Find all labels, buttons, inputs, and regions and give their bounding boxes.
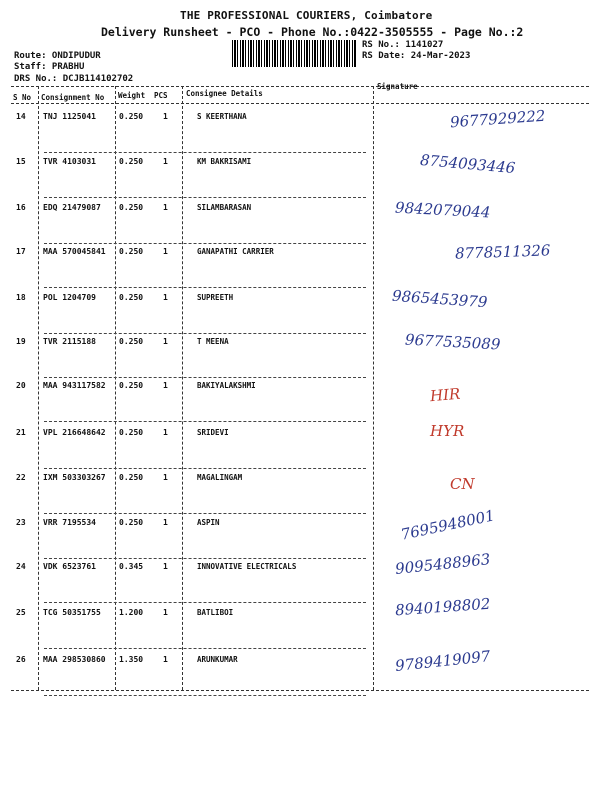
row-signature: 8940198802 (394, 594, 491, 620)
row-consignment: EDQ 21479087 (43, 203, 101, 212)
row-consignee: T MEENA (197, 337, 229, 346)
row-signature: 9095488963 (394, 550, 492, 578)
row-consignee: SRIDEVI (197, 428, 229, 437)
row-signature: 9789419097 (394, 647, 492, 675)
table-row (0, 241, 600, 294)
barcode (232, 40, 356, 67)
row-sno: 24 (16, 562, 26, 571)
row-separator (44, 152, 366, 153)
table-row (0, 330, 600, 384)
row-sno: 25 (16, 608, 26, 617)
table-row (0, 286, 600, 340)
row-weight: 0.250 (119, 428, 144, 437)
table-row (0, 106, 600, 159)
header-sno: S No (13, 93, 32, 102)
row-consignee: MAGALINGAM (197, 473, 243, 482)
row-consignee: S KEERTHANA (197, 112, 247, 121)
row-pcs: 1 (163, 608, 168, 617)
row-signature: 8778511326 (454, 241, 551, 263)
header-pcs: PCS (154, 91, 168, 100)
row-weight: 0.250 (119, 473, 144, 482)
header-consignment: Consignment No (41, 93, 105, 102)
table-row (0, 594, 600, 655)
table-row (0, 473, 600, 520)
row-pcs: 1 (163, 293, 168, 302)
row-signature: HIR (429, 384, 462, 406)
row-signature: 9865453979 (391, 286, 488, 312)
row-sno: 23 (16, 518, 26, 527)
drs-label: DRS No.: DCJB114102702 (14, 74, 134, 84)
row-separator (44, 421, 366, 422)
row-weight: 0.250 (119, 293, 144, 302)
company-title: THE PROFESSIONAL COURIERS, Coimbatore (180, 9, 433, 22)
row-consignment: TNJ 1125041 (43, 112, 96, 121)
row-weight: 1.350 (119, 655, 144, 664)
row-separator (44, 197, 366, 198)
row-consignee: GANAPATHI CARRIER (197, 247, 274, 256)
table-top-rule (11, 86, 589, 87)
row-consignment: MAA 943117582 (43, 381, 106, 390)
header-rule (11, 103, 589, 104)
row-consignment: POL 1204709 (43, 293, 96, 302)
row-separator (44, 695, 366, 696)
row-signature: 9677929222 (449, 106, 546, 132)
route-label: Route: ONDIPUDUR (14, 51, 101, 61)
row-consignment: VDK 6523761 (43, 562, 96, 571)
row-pcs: 1 (163, 655, 168, 664)
rs-date: RS Date: 24-Mar-2023 (362, 51, 471, 61)
row-weight: 0.250 (119, 337, 144, 346)
table-row (0, 506, 600, 565)
table-row (0, 422, 600, 475)
row-pcs: 1 (163, 247, 168, 256)
row-separator (44, 513, 366, 514)
row-separator (44, 333, 366, 334)
row-pcs: 1 (163, 381, 168, 390)
row-weight: 0.345 (119, 562, 144, 571)
row-pcs: 1 (163, 518, 168, 527)
row-sno: 15 (16, 157, 26, 166)
table-row (0, 150, 600, 204)
row-sno: 16 (16, 203, 26, 212)
row-consignment: IXM 503303267 (43, 473, 106, 482)
row-separator (44, 648, 366, 649)
row-sno: 26 (16, 655, 26, 664)
row-consignment: VPL 216648642 (43, 428, 106, 437)
row-consignee: INNOVATIVE ELECTRICALS (197, 562, 297, 571)
row-weight: 0.250 (119, 247, 144, 256)
row-sno: 19 (16, 337, 26, 346)
row-pcs: 1 (163, 473, 168, 482)
table-row (0, 381, 600, 428)
row-pcs: 1 (163, 112, 168, 121)
row-weight: 0.250 (119, 518, 144, 527)
header-details: Consignee Details (186, 89, 263, 98)
row-separator (44, 243, 366, 244)
row-consignment: MAA 298530860 (43, 655, 106, 664)
row-consignee: SUPREETH (197, 293, 234, 302)
row-sno: 20 (16, 381, 26, 390)
row-consignee: ASPIN (197, 518, 220, 527)
row-consignee: BAKIYALAKSHMI (197, 381, 256, 390)
row-consignment: MAA 570045841 (43, 247, 106, 256)
row-weight: 0.250 (119, 203, 144, 212)
row-consignee: ARUNKUMAR (197, 655, 238, 664)
row-consignee: KM BAKRISAMI (197, 157, 252, 166)
row-signature: HYR (430, 422, 465, 440)
row-weight: 0.250 (119, 381, 144, 390)
row-signature: 8754093446 (419, 150, 517, 178)
header-weight: Weight (118, 91, 146, 100)
row-signature: 7695948001 (399, 506, 497, 544)
row-pcs: 1 (163, 157, 168, 166)
row-signature: 9677535089 (404, 330, 501, 354)
row-weight: 0.250 (119, 157, 144, 166)
row-sno: 22 (16, 473, 26, 482)
row-consignee: BATLIBOI (197, 608, 234, 617)
row-signature: CN (450, 475, 475, 493)
row-sno: 14 (16, 112, 26, 121)
row-pcs: 1 (163, 203, 168, 212)
row-consignee: SILAMBARASAN (197, 203, 252, 212)
row-consignment: VRR 7195534 (43, 518, 96, 527)
row-consignment: TCG 50351755 (43, 608, 101, 617)
table-row (0, 647, 600, 702)
row-separator (44, 377, 366, 378)
staff-label: Staff: PRABHU (14, 62, 85, 72)
row-sno: 17 (16, 247, 26, 256)
table-row (0, 550, 600, 609)
row-consignment: TVR 4103031 (43, 157, 96, 166)
row-separator (44, 558, 366, 559)
row-sno: 21 (16, 428, 26, 437)
row-separator (44, 602, 366, 603)
row-weight: 0.250 (119, 112, 144, 121)
row-consignment: TVR 2115188 (43, 337, 96, 346)
row-signature: 9842079044 (394, 198, 491, 222)
rs-number: RS No.: 1141027 (362, 40, 444, 50)
row-separator (44, 287, 366, 288)
row-pcs: 1 (163, 337, 168, 346)
row-pcs: 1 (163, 562, 168, 571)
runsheet-subtitle: Delivery Runsheet - PCO - Phone No.:0422-3505555 - Page No.:2 (101, 25, 524, 39)
row-separator (44, 468, 366, 469)
header-signature: Signature (377, 82, 418, 91)
row-weight: 1.200 (119, 608, 144, 617)
row-sno: 18 (16, 293, 26, 302)
row-pcs: 1 (163, 428, 168, 437)
